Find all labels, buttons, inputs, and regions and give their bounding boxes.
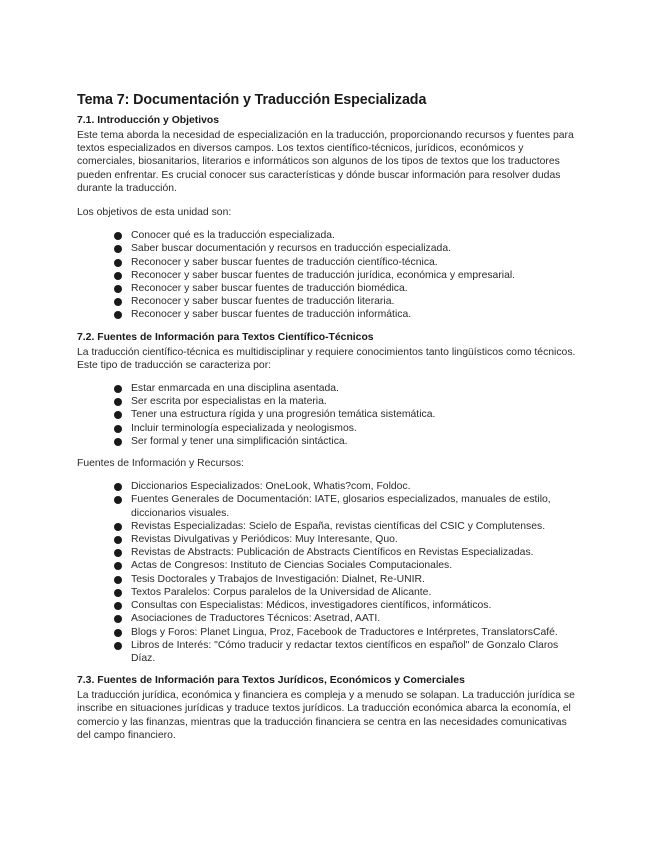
section-1-heading: 7.1. Introducción y Objetivos — [77, 115, 220, 126]
list-item: Textos Paralelos: Corpus paralelos de la Universidad de Alicante. — [114, 586, 582, 599]
bullet-icon — [114, 642, 122, 650]
list-item: Saber buscar documentación y recursos en traducción especializada. — [114, 242, 582, 255]
list-item: Actas de Congresos: Instituto de Ciencias Sociales Computacionales. — [114, 559, 582, 572]
bullet-icon — [114, 385, 122, 393]
list-item: Reconocer y saber buscar fuentes de traducción biomédica. — [114, 282, 582, 295]
bullet-icon — [114, 576, 122, 584]
list-item: Reconocer y saber buscar fuentes de traducción informática. — [114, 308, 582, 321]
bullet-icon — [114, 438, 122, 446]
bullet-icon — [114, 602, 122, 610]
bullet-icon — [114, 549, 122, 557]
list-item: Revistas de Abstracts: Publicación de Abstracts Científicos en Revistas Especializadas. — [114, 546, 582, 559]
list-item: Tesis Doctorales y Trabajos de Investigación: Dialnet, Re-UNIR. — [114, 573, 582, 586]
document-page — [77, 92, 582, 753]
section-1-intro: Este tema aborda la necesidad de especialización en la traducción, proporcionando recursos y fuentes para textos especializados en diversos campos. Los textos científico-técnicos, jurídicos, económicos y comerciales, biosanitarios, literarios e informáticos son algunos de los tipos de textos que los traductores pueden enfrentar. Es crucial conocer sus características y dónde buscar información para resolver dudas durante la traducción. — [77, 130, 574, 194]
bullet-icon — [114, 589, 122, 597]
bullet-icon — [114, 272, 122, 280]
bullet-icon — [114, 523, 122, 531]
bullet-icon — [114, 615, 122, 623]
bullet-icon — [114, 285, 122, 293]
bullet-icon — [114, 411, 122, 419]
bullet-icon — [114, 425, 122, 433]
list-item: Ser escrita por especialistas en la materia. — [114, 395, 582, 408]
objectives-intro: Los objetivos de esta unidad son: — [77, 207, 232, 219]
list-item: Revistas Divulgativas y Periódicos: Muy Interesante, Quo. — [114, 533, 582, 546]
list-item: Incluir terminología especializada y neologismos. — [114, 422, 582, 435]
list-item: Blogs y Foros: Planet Lingua, Proz, Facebook de Traductores e Intérpretes, TranslatorsCafé. — [114, 626, 582, 639]
characteristics-list — [77, 382, 582, 448]
objectives-list — [77, 229, 582, 321]
bullet-icon — [114, 259, 122, 267]
bullet-icon — [114, 298, 122, 306]
list-item: Reconocer y saber buscar fuentes de traducción jurídica, económica y empresarial. — [114, 269, 582, 282]
bullet-icon — [114, 483, 122, 491]
bullet-icon — [114, 536, 122, 544]
page-title: Tema 7: Documentación y Traducción Especializada — [77, 92, 427, 108]
bullet-icon — [114, 311, 122, 319]
bullet-icon — [114, 496, 122, 504]
list-item: Ser formal y tener una simplificación sintáctica. — [114, 435, 582, 448]
bullet-icon — [114, 245, 122, 253]
bullet-icon — [114, 629, 122, 637]
section-3-intro: La traducción jurídica, económica y financiera es compleja y a menudo se solapan. La traducción jurídica se inscribe en situaciones jurídicas y traduce textos jurídicos. La traducción económica abarca la economía, el comercio y las finanzas, mientras que la traducción financiera se centra en las necesidades comunicativas del campo financiero. — [77, 690, 575, 741]
list-item: Libros de Interés: "Cómo traducir y redactar textos científicos en español" de Gonzalo Claros Díaz. — [114, 639, 582, 665]
list-item: Tener una estructura rígida y una progresión temática sistemática. — [114, 408, 582, 421]
list-item: Fuentes Generales de Documentación: IATE, glosarios especializados, manuales de estilo, diccionarios visuales. — [114, 493, 582, 519]
bullet-icon — [114, 232, 122, 240]
list-item: Asociaciones de Traductores Técnicos: Asetrad, AATI. — [114, 612, 582, 625]
list-item: Revistas Especializadas: Scielo de España, revistas científicas del CSIC y Complutenses. — [114, 520, 582, 533]
list-item: Reconocer y saber buscar fuentes de traducción científico-técnica. — [114, 256, 582, 269]
section-2-intro: La traducción científico-técnica es multidisciplinar y requiere conocimientos tanto lingüísticos como técnicos. Este tipo de traducción se caracteriza por: — [77, 346, 576, 371]
section-3-heading: 7.3. Fuentes de Información para Textos Jurídicos, Económicos y Comerciales — [77, 675, 465, 687]
list-item: Diccionarios Especializados: OneLook, Whatis?com, Foldoc. — [114, 480, 582, 493]
sources-intro: Fuentes de Información y Recursos: — [77, 458, 244, 470]
list-item: Conocer qué es la traducción especializada. — [114, 229, 582, 242]
list-item: Estar enmarcada en una disciplina asentada. — [114, 382, 582, 395]
list-item: Consultas con Especialistas: Médicos, investigadores científicos, informáticos. — [114, 599, 582, 612]
sources-list — [77, 480, 582, 665]
section-2-heading: 7.2. Fuentes de Información para Textos Científico-Técnicos — [77, 331, 374, 343]
bullet-icon — [114, 562, 122, 570]
list-item: Reconocer y saber buscar fuentes de traducción literaria. — [114, 295, 582, 308]
bullet-icon — [114, 398, 122, 406]
